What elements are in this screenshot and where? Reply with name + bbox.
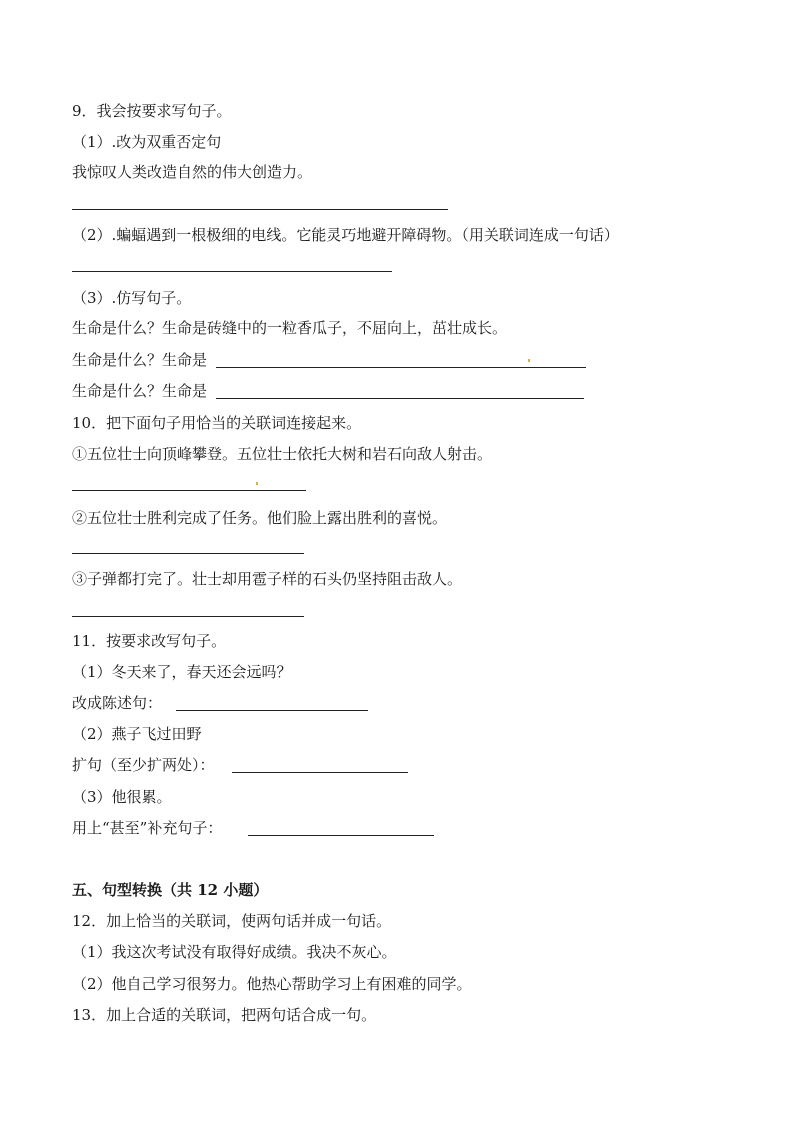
q9-part3-label: （3）.仿写句子。 — [72, 289, 192, 307]
q9-part2-label: （2）.蝙蝠遇到一根极细的电线。它能灵巧地避开障碍物。（用关联词连成一句话） — [72, 226, 619, 244]
q9-part3-example: 生命是什么？生命是砖缝中的一粒香瓜子，不屈向上，茁壮成长。 — [72, 319, 508, 337]
q9-title: 9．我会按要求写句子。 — [72, 102, 232, 120]
q9-part3-answer-line-1[interactable] — [216, 367, 586, 368]
q9-part3-answer-line-2[interactable] — [216, 398, 584, 399]
q9-part3-prompt-1-text: 生命是什么？生命是 — [72, 351, 208, 369]
q10-answer-line-2[interactable] — [72, 553, 304, 554]
q9-part1-answer-line[interactable] — [72, 209, 448, 210]
q10-answer-line-3[interactable] — [72, 616, 304, 617]
q11-part2-task: 扩句（至少扩两处）： — [72, 756, 215, 774]
section-heading: 五、句型转换（共 12 小题） — [72, 881, 269, 899]
q10-sentence-3: ③子弹都打完了。壮士却用雹子样的石头仍坚持阻击敌人。 — [72, 570, 463, 588]
q9-part3-prompt-2 — [72, 381, 207, 401]
q11-part3: （3）他很累。 — [72, 788, 172, 806]
q11-part1-answer-line[interactable] — [176, 710, 368, 711]
q10-title: 10．把下面句子用恰当的关联词连接起来。 — [72, 414, 362, 432]
q10-sentence-1: ①五位壮士向顶峰攀登。五位壮士依托大树和岩石向敌人射击。 — [72, 445, 493, 463]
q11-part2: （2）燕子飞过田野 — [72, 725, 202, 743]
q12-part1: （1）我这次考试没有取得好成绩。我决不灰心。 — [72, 943, 397, 961]
q11-part2-answer-line[interactable] — [232, 772, 408, 773]
q9-part1-label: （1）.改为双重否定句 — [72, 133, 222, 151]
q11-part3-task: 用上“甚至”补充句子： — [72, 819, 223, 837]
q11-part3-answer-line[interactable] — [248, 835, 434, 836]
q11-part1: （1）冬天来了，春天还会远吗？ — [72, 663, 292, 681]
tiny-mark — [528, 359, 530, 362]
q9-part1-sentence: 我惊叹人类改造自然的伟大创造力。 — [72, 163, 313, 181]
q9-part2-answer-line[interactable] — [72, 271, 392, 272]
q12-part2: （2）他自己学习很努力。他热心帮助学习上有困难的同学。 — [72, 975, 472, 993]
q10-sentence-2: ②五位壮士胜利完成了任务。他们脸上露出胜利的喜悦。 — [72, 509, 448, 527]
q13-title: 13．加上合适的关联词，把两句话合成一句。 — [72, 1006, 377, 1024]
q9-part3-prompt-1 — [72, 350, 207, 370]
tiny-mark — [256, 482, 258, 485]
q10-answer-line-1[interactable] — [72, 490, 306, 491]
q11-title: 11．按要求改写句子。 — [72, 632, 227, 650]
q12-title: 12．加上恰当的关联词，使两句话并成一句话。 — [72, 912, 392, 930]
q9-part3-prompt-2-text: 生命是什么？生命是 — [72, 382, 208, 400]
q11-part1-task: 改成陈述句： — [72, 694, 163, 712]
